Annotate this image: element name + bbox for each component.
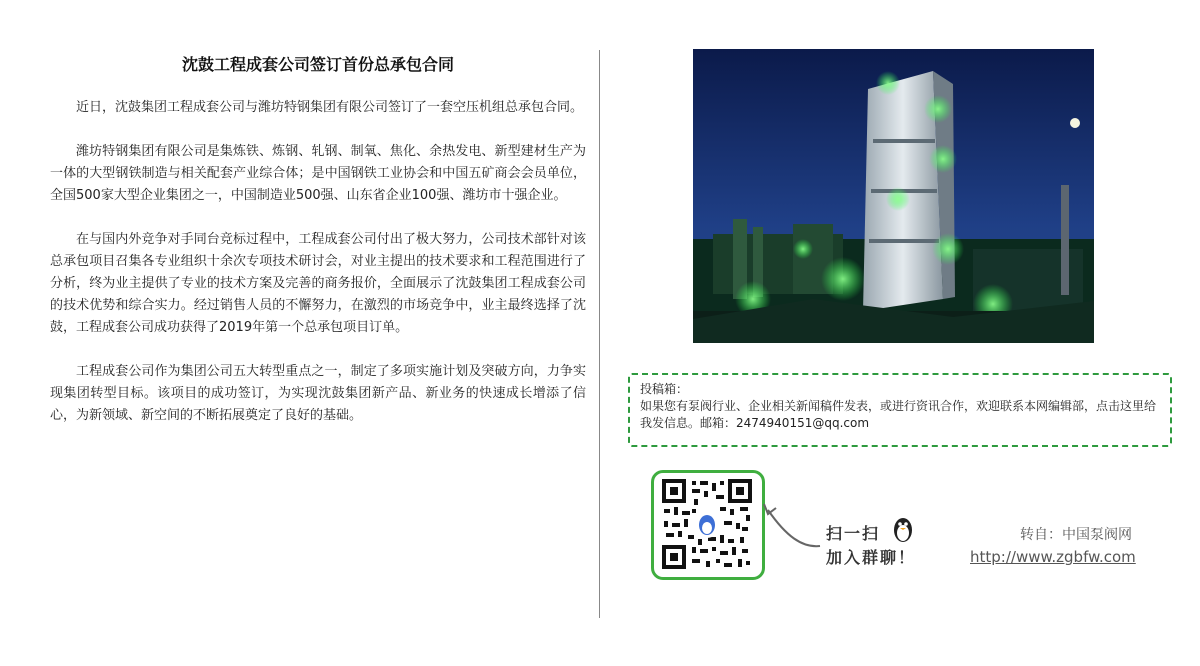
column-divider — [599, 50, 600, 618]
penguin-icon — [890, 514, 916, 544]
article-paragraph-2: 潍坊特钢集团有限公司是集炼铁、炼钢、轧钢、制氧、焦化、余热发电、新型建材生产为一体的大型钢铁制造与相关配套产业综合体；是中国钢铁工业协会和中国五矿商会会员单位，全国500家大型企业集团之一，中国制造业500强、山东省企业100强、潍坊市十强企业。 — [50, 144, 586, 203]
qr-code-pattern — [662, 479, 752, 569]
curved-arrow-icon — [762, 496, 824, 552]
plant-photo — [693, 49, 1094, 343]
qr-code — [651, 470, 765, 580]
article — [50, 52, 586, 449]
scan-line-2: 加入群聊！ — [826, 548, 917, 567]
plant-photo-illustration — [693, 49, 1094, 343]
scan-line-1: 扫一扫 — [826, 524, 881, 543]
submission-box[interactable] — [628, 373, 1172, 447]
article-paragraph-3: 在与国内外竞争对手同台竞标过程中，工程成套公司付出了极大努力，公司技术部针对该总承包项目召集各专业组织十余次专项技术研讨会，对业主提出的技术要求和工程范围进行了分析，终为业主提供了专业的技术方案及完善的商务报价，全面展示了沈鼓集团工程成套公司的技术优势和综合实力。经过销售人员的不懈努力，在激烈的市场竞争中，业主最终选择了沈鼓，工程成套公司成功获得了2019年第一个总承包项目订单。 — [50, 232, 586, 335]
article-paragraph-1: 近日，沈鼓集团工程成套公司与潍坊特钢集团有限公司签订了一套空压机组总承包合同。 — [76, 100, 584, 115]
submission-body[interactable]: 如果您有泵阀行业、企业相关新闻稿件发表，或进行资讯合作，欢迎联系本网编辑部，点击这里给我发信息。邮箱：2474940151@qq.com — [640, 399, 1157, 430]
source-label: 转自：中国泵阀网 — [1020, 527, 1132, 543]
submission-heading: 投稿箱： — [640, 382, 689, 396]
source-url-link[interactable]: http://www.zgbfw.com — [970, 548, 1136, 566]
source-attribution — [970, 524, 1136, 568]
article-paragraph-4: 工程成套公司作为集团公司五大转型重点之一，制定了多项实施计划及突破方向，力争实现集团转型目标。该项目的成功签订，为实现沈鼓集团新产品、新业务的快速成长增添了信心，为新领域、新空间的不断拓展奠定了良好的基础。 — [50, 364, 586, 423]
article-title: 沈鼓工程成套公司签订首份总承包合同 — [181, 55, 454, 74]
